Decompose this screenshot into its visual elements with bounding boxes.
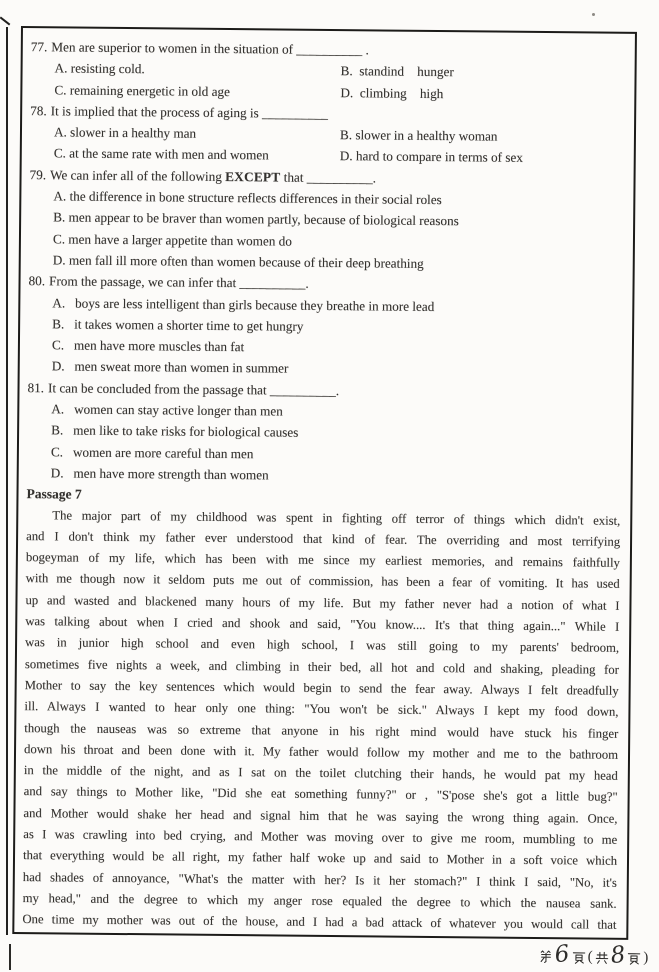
- question-78-text: It is implied that the process of aging is __________: [50, 103, 329, 121]
- passage-line: ill. Always I wanted to hear only one thing: "You won't be sick." Always I kept my food down,: [24, 699, 619, 719]
- passage-line: my head," and the degree to which my anger rose equaled the degree to which the nausea sank.: [22, 890, 617, 911]
- question-81-number: 81.: [27, 379, 45, 395]
- question-79-number: 79.: [29, 166, 47, 183]
- passage-line: One time my mother was out of the house, and I had a bad attack of whatever you would call that: [22, 912, 617, 932]
- scan-edge-line: [6, 27, 8, 935]
- question-78: [30, 100, 625, 170]
- question-77-text: Men are superior to women in the situation of __________ .: [51, 39, 369, 58]
- question-80-option-a: A. boys are less intelligent than girls because they breathe in more lead: [52, 294, 435, 314]
- question-80-number: 80.: [28, 273, 46, 289]
- question-77-option-c: C. remaining energetic in old age: [54, 81, 231, 99]
- question-80: [28, 270, 623, 382]
- question-77-option-a: A. resisting cold.: [54, 60, 145, 77]
- page-footer: [538, 940, 650, 970]
- passage-line: was in junior high school and even high school, I was still going to my parents' bedroom,: [25, 635, 620, 656]
- question-81-option-b: B. men like to take risks for biological causes: [51, 422, 299, 441]
- question-79-except-emphasis: EXCEPT: [225, 168, 281, 185]
- passage-line: bogeyman of my life, which has been with me since my earliest memories, and remains faithfully: [25, 550, 620, 570]
- hanzi-ye-glyph: [627, 951, 641, 966]
- passage-line: up and wasted and blackened many hours of my life. But my father never had a notion of what I: [25, 592, 620, 613]
- question-80-option-d: D. men sweat more than women in summer: [51, 358, 289, 377]
- passage-line: and Mother would shake her head and signal him that he was saying the wrong thing again. Once,: [23, 805, 618, 826]
- footer-open-paren: (: [587, 948, 593, 965]
- page-frame: [12, 26, 637, 940]
- passage-line: and say things to Mother like, "Did she eat something funny?" or , "S'pose she's got a little bug?": [23, 784, 618, 805]
- hanzi-di-glyph: [539, 949, 553, 964]
- question-77-option-b: B. standind hunger: [340, 63, 454, 80]
- footer-total-pages: 8: [608, 941, 627, 970]
- question-81-option-c: C. women are more careful than men: [50, 443, 254, 461]
- question-80-option-c: C. men have more muscles than fat: [51, 337, 245, 355]
- question-79-text-pre: We can infer all of the following: [49, 167, 226, 184]
- passage-line: Mother to say the key sentences which would begin to send the fear away. Always I felt dreadfully: [24, 677, 619, 698]
- scan-edge-line-bottom: [9, 944, 11, 970]
- question-80-text: From the passage, we can infer that __________.: [48, 273, 309, 292]
- passage-body: [22, 505, 620, 937]
- hanzi-ye-glyph: [571, 950, 585, 965]
- question-79-text-post: that __________.: [280, 169, 377, 186]
- question-80-option-b: B. it takes women a shorter time to get hungry: [52, 316, 304, 334]
- question-79-option-a: A. the difference in bone structure reflects differences in their social roles: [53, 188, 442, 208]
- passage-line: The major part of my childhood was spent in fighting off terror of things which didn't exist,: [52, 507, 621, 528]
- question-81-option-d: D. men have more strength than women: [50, 465, 269, 483]
- footer-close-paren: ): [642, 949, 649, 966]
- question-81: [27, 377, 622, 489]
- passage-line: sometimes five nights a week, and climbing in their bed, all hot and cold and shaking, pleading for: [24, 656, 619, 677]
- passage-line: that everything would be all right, my father half woke up and said to Mother in a soft voice which: [22, 848, 618, 869]
- passage-line: had shades of annoyance, "What's the matter with her? Is it her stomach?" I think I said, "No, it's: [22, 869, 617, 890]
- question-78-option-b: B. slower in a healthy woman: [339, 127, 498, 144]
- passage-line: was talking about when I cried and shook and said, "You know.... It's that thing again..." While I: [25, 614, 620, 634]
- passage-line: as I was crawling into bed crying, and Mother was moving over to give me room, mumbling to me: [23, 827, 618, 847]
- question-81-text: It can be concluded from the passage that __________.: [47, 380, 340, 398]
- question-78-option-d: D. hard to compare in terms of sex: [339, 148, 523, 166]
- question-79-option-b: B. men appear to be braver than women partly, because of biological reasons: [53, 209, 459, 229]
- question-77: [30, 36, 625, 106]
- question-79-option-c: C. men have a larger appetite than women do: [52, 230, 292, 249]
- question-78-option-a: A. slower in a healthy man: [53, 124, 197, 141]
- passage-line: though the nauseas was so extreme that anyone in his right mind would have stuck his finger: [24, 720, 619, 741]
- passage-line: down his throat and been done with it. My father would follow my mother and me to the bathroom: [23, 741, 619, 762]
- question-79: [29, 164, 624, 276]
- passage-heading: Passage 7: [26, 486, 82, 502]
- question-77-number: 77.: [30, 39, 48, 55]
- hanzi-gong-glyph: [594, 950, 608, 965]
- question-78-number: 78.: [30, 102, 47, 119]
- passage-line: in the middle of the night, and as I sat on the toilet clutching their hands, he would pat my head: [23, 763, 618, 783]
- passage-line: with me though now it seldom puts me out of commission, has been a fear of vomiting. It has used: [25, 571, 620, 592]
- passage-line: and I don't think my father ever understood that kind of fear. The overriding and most terrifying: [26, 528, 621, 549]
- question-81-option-a: A. women can stay active longer than men: [51, 401, 283, 419]
- question-79-option-d: D. men fall ill more often than women because of their deep breathing: [52, 252, 424, 271]
- question-77-option-d: D. climbing high: [340, 84, 444, 101]
- footer-page-number: 6: [553, 940, 571, 969]
- scan-speckle: [592, 13, 595, 16]
- question-78-option-c: C. at the same rate with men and women: [53, 145, 269, 163]
- scan-edge-corner: [0, 17, 10, 26]
